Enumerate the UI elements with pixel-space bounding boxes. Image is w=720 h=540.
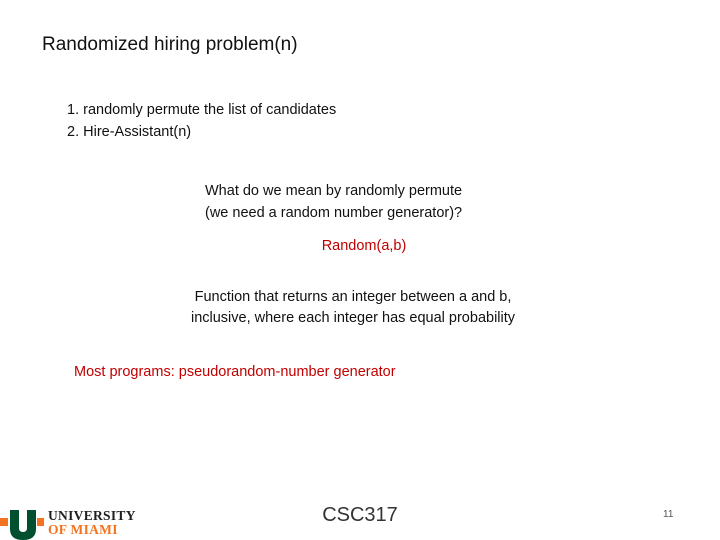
logo-line-of-miami: OF MIAMI — [48, 522, 118, 537]
slide-title: Randomized hiring problem(n) — [42, 34, 298, 55]
most-programs-note: Most programs: pseudorandom-number generator — [74, 364, 396, 380]
question-line: (we need a random number generator)? — [205, 205, 463, 221]
logo-line-university: UNIVERSITY — [48, 508, 136, 523]
definition-line: Function that returns an integer between a and b, — [194, 289, 512, 305]
page-number: 11 — [663, 509, 674, 520]
question-line: What do we mean by randomly permute — [205, 183, 463, 199]
step-item: 1. randomly permute the list of candidates — [67, 102, 337, 118]
question-text — [205, 180, 462, 224]
definition-text — [0, 287, 706, 329]
steps-list — [67, 99, 336, 143]
step-item: 2. Hire-Assistant(n) — [67, 124, 192, 140]
random-function-label: Random(a,b) — [321, 238, 407, 254]
course-code: CSC317 — [322, 504, 398, 526]
definition-line: inclusive, where each integer has equal probability — [190, 310, 516, 326]
